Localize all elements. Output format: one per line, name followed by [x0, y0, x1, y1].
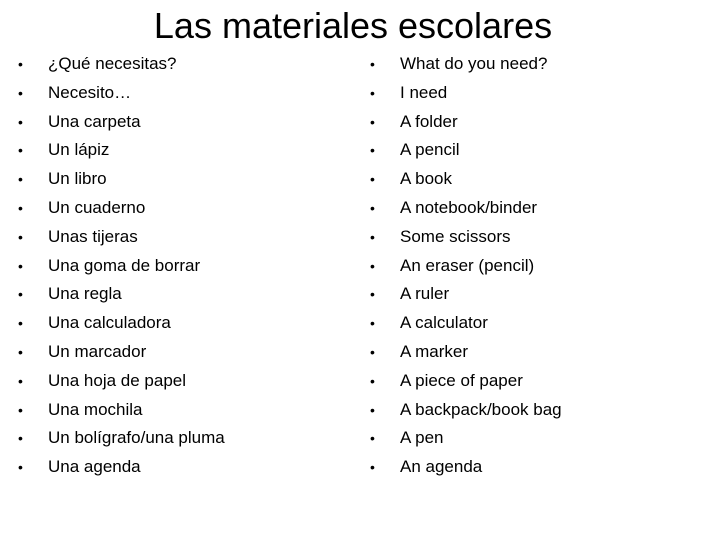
bullet-icon: • — [370, 401, 375, 418]
bullet-icon: • — [370, 171, 375, 188]
english-term: A book — [400, 169, 452, 189]
list-item — [370, 396, 710, 425]
list-item — [370, 367, 710, 396]
bullet-icon: • — [370, 315, 375, 332]
list-item — [370, 194, 710, 223]
spanish-term: Un libro — [48, 169, 107, 189]
bullet-icon: • — [18, 56, 23, 72]
spanish-term: ¿Qué necesitas? — [48, 54, 177, 73]
list-item — [370, 309, 710, 338]
spanish-vocabulary-list — [18, 50, 348, 482]
list-item — [370, 50, 710, 79]
bullet-icon: • — [370, 257, 375, 274]
spanish-term: Un lápiz — [48, 140, 110, 160]
bullet-icon: • — [18, 228, 23, 245]
english-term: A marker — [400, 341, 469, 361]
spanish-term: Una mochila — [48, 399, 143, 419]
spanish-term: Una hoja de papel — [48, 370, 187, 390]
spanish-term: Una agenda — [48, 457, 141, 477]
spanish-term: Un marcador — [48, 341, 147, 361]
english-term: A piece of paper — [400, 370, 523, 390]
bullet-icon: • — [370, 228, 375, 245]
list-item — [18, 280, 348, 309]
list-item — [18, 453, 348, 482]
english-term: Some scissors — [400, 226, 511, 246]
list-item — [370, 280, 710, 309]
list-item — [18, 165, 348, 194]
bullet-icon: • — [18, 315, 23, 332]
english-term: A ruler — [400, 284, 450, 304]
english-term: A notebook/binder — [400, 197, 538, 217]
bullet-icon: • — [370, 343, 375, 360]
list-item — [18, 50, 348, 79]
bullet-icon: • — [370, 113, 375, 130]
bullet-icon: • — [370, 459, 375, 476]
list-item — [370, 223, 710, 252]
slide-title: Las materiales escolares — [153, 5, 553, 46]
list-item — [18, 396, 348, 425]
english-translation-list — [370, 50, 710, 482]
english-term: What do you need? — [400, 54, 548, 73]
bullet-icon: • — [18, 286, 23, 303]
english-term: An agenda — [400, 457, 483, 477]
bullet-icon: • — [370, 56, 375, 72]
list-item — [18, 424, 348, 453]
english-term: A pen — [400, 428, 444, 448]
bullet-icon: • — [18, 459, 23, 476]
list-item — [370, 252, 710, 281]
bullet-icon: • — [370, 199, 375, 216]
spanish-term: Unas tijeras — [48, 226, 138, 246]
list-item — [18, 338, 348, 367]
list-item — [370, 453, 710, 482]
spanish-term: Una goma de borrar — [48, 255, 201, 275]
list-item — [370, 108, 710, 137]
bullet-icon: • — [370, 286, 375, 303]
bullet-icon: • — [18, 372, 23, 389]
list-item — [370, 136, 710, 165]
spanish-term: Una regla — [48, 284, 122, 304]
bullet-icon: • — [18, 343, 23, 360]
english-term: A calculator — [400, 313, 488, 333]
list-item — [18, 309, 348, 338]
spanish-term: Un bolígrafo/una pluma — [48, 428, 225, 448]
bullet-icon: • — [18, 257, 23, 274]
list-item — [18, 136, 348, 165]
bullet-icon: • — [18, 142, 23, 159]
bullet-icon: • — [18, 430, 23, 447]
list-item — [18, 79, 348, 108]
spanish-term: Un cuaderno — [48, 197, 146, 217]
bullet-icon: • — [370, 84, 375, 101]
list-item — [370, 165, 710, 194]
bullet-icon: • — [18, 171, 23, 188]
list-item — [18, 108, 348, 137]
english-term: A pencil — [400, 140, 460, 160]
spanish-term: Una calculadora — [48, 313, 171, 333]
bullet-icon: • — [370, 430, 375, 447]
bullet-icon: • — [18, 199, 23, 216]
english-term: A backpack/book bag — [400, 399, 562, 419]
english-term: I need — [400, 82, 448, 102]
bullet-icon: • — [370, 142, 375, 159]
list-item — [370, 79, 710, 108]
list-item — [18, 223, 348, 252]
list-item — [370, 338, 710, 367]
list-item — [18, 194, 348, 223]
spanish-term: Necesito… — [48, 82, 132, 102]
english-term: A folder — [400, 111, 458, 131]
english-term: An eraser (pencil) — [400, 255, 535, 275]
bullet-icon: • — [18, 113, 23, 130]
list-item — [18, 252, 348, 281]
spanish-term: Una carpeta — [48, 111, 141, 131]
list-item — [18, 367, 348, 396]
bullet-icon: • — [370, 372, 375, 389]
bullet-icon: • — [18, 401, 23, 418]
bullet-icon: • — [18, 84, 23, 101]
list-item — [370, 424, 710, 453]
